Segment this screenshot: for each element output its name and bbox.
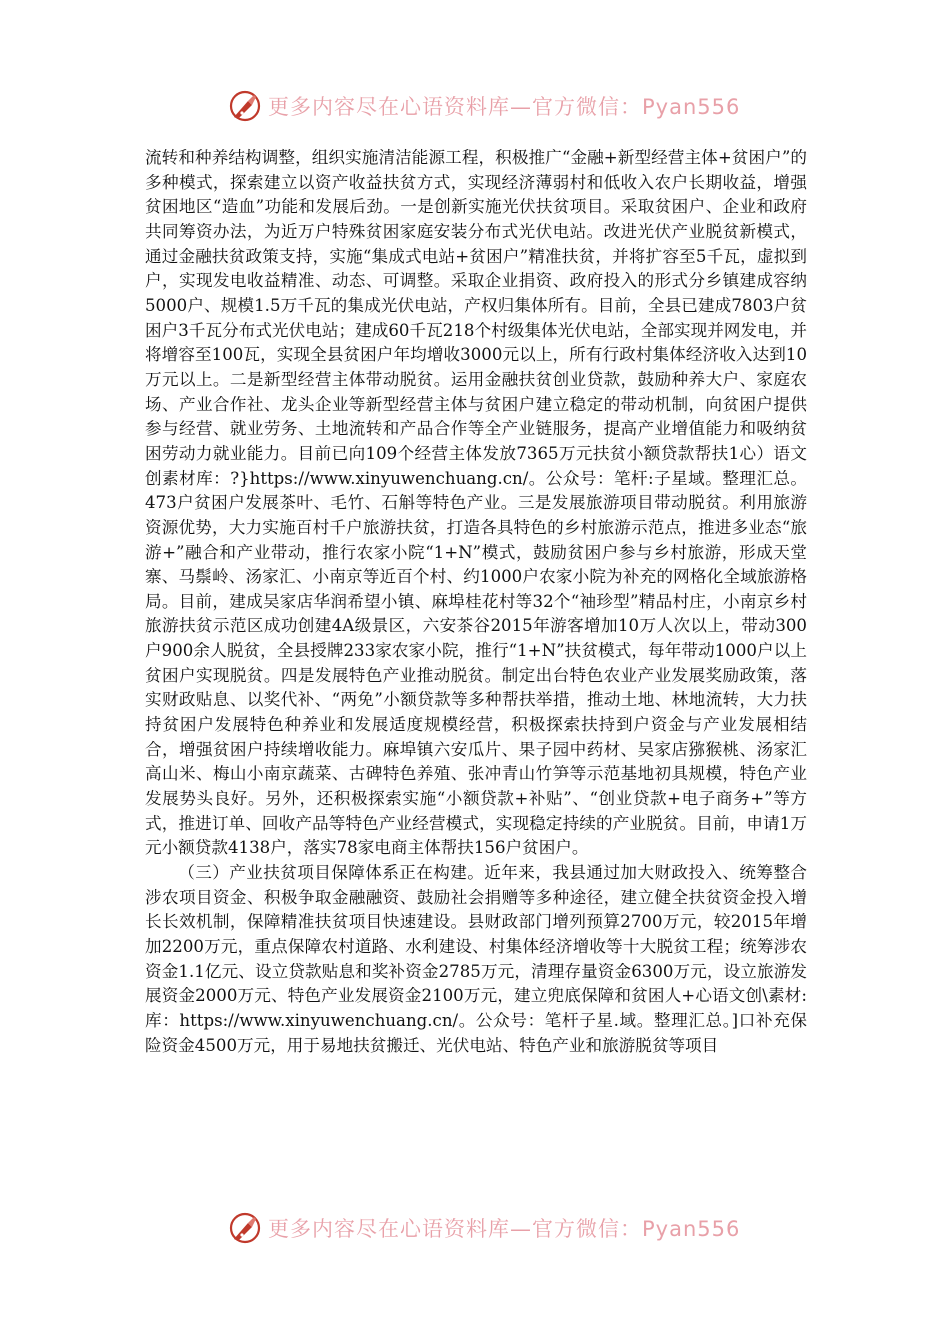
header-banner bbox=[228, 86, 740, 126]
footer-banner bbox=[228, 1208, 740, 1248]
footer-banner-text: 更多内容尽在心语资料库—官方微信：Pyan556 bbox=[268, 1217, 741, 1241]
body-paragraph-2: （三）产业扶贫项目保障体系正在构建。近年来，我县通过加大财政投入、统筹整合涉农项目资金、积极争取金融融资、鼓励社会捐赠等多种途径，建立健全扶贫资金投入增长长效机制，保障精准扶贫项目快速建设。县财政部门增列预算2700万元，较2015年增加2200万元，重点保障农村道路、水利建设、村集体经济增收等十大脱贫工程；统筹涉农资金1.1亿元、设立贷款贴息和奖补资金2785万元，清理存量资金6300万元，设立旅游发展资金2000万元、特色产业发展资金2100万元，建立兜底保障和贫困人+心语文创\素材:库：https://www.xinyuwenchuang.cn/。公众号：笔杆子星.域。整理汇总。]口补充保险资金4500万元，用于易地扶贫搬迁、光伏电站、特色产业和旅游脱贫等项目 bbox=[145, 863, 807, 1055]
document-body bbox=[145, 146, 807, 1058]
body-paragraph-1: 流转和种养结构调整，组织实施清洁能源工程，积极推广“金融+新型经营主体+贫困户”的多种模式，探索建立以资产收益扶贫方式，实现经济薄弱村和低收入农户长期收益，增强贫困地区“造血”功能和发展后劲。一是创新实施光伏扶贫项目。采取贫困户、企业和政府共同筹资办法，为近万户特殊贫困家庭安装分布式光伏电站。改进光伏产业脱贫新模式，通过金融扶贫政策支持，实施“集成式电站+贫困户”精准扶贫，并将扩容至5千瓦，虚拟到户，实现发电收益精准、动态、可调整。采取企业捐资、政府投入的形式分乡镇建成容纳5000户、规模1.5万千瓦的集成光伏电站，产权归集体所有。目前，全县已建成7803户贫困户3千瓦分布式光伏电站；建成60千瓦218个村级集体光伏电站，全部实现并网发电，并将增容至100瓦，实现全县贫困户年均增收3000元以上，所有行政村集体经济收入达到10万元以上。二是新型经营主体带动脱贫。运用金融扶贫创业贷款，鼓励种养大户、家庭农场、产业合作社、龙头企业等新型经营主体与贫困户建立稳定的带动机制，向贫困户提供参与经营、就业劳务、土地流转和产品合作等全产业链服务，提高产业增值能力和吸纳贫困劳动力就业能力。目前已向109个经营主体发放7365万元扶贫小额贷款帮扶1心）语文创素材库：?}https://www.xinyuwenchuang.cn/。公众号：笔杆:子星域。整理汇总。473户贫困户发展茶叶、毛竹、石斛等特色产业。三是发展旅游项目带动脱贫。利用旅游资源优势，大力实施百村千户旅游扶贫，打造各具特色的乡村旅游示范点，推进多业态“旅游+”融合和产业带动，推行农家小院“1+N”模式，鼓励贫困户参与乡村旅游，形成天堂寨、马鬃岭、汤家汇、小南京等近百个村、约1000户农家小院为补充的网格化全域旅游格局。目前，建成吴家店华润希望小镇、麻埠桂花村等32个“袖珍型”精品村庄，小南京乡村旅游扶贫示范区成功创建4A级景区，六安茶谷2015年游客增加10万人次以上，带动300户900余人脱贫，全县授牌233家农家小院，推行“1+N”扶贫模式，每年带动1000户以上贫困户实现脱贫。四是发展特色产业推动脱贫。制定出台特色农业产业发展奖励政策，落实财政贴息、以奖代补、“两免”小额贷款等多种帮扶举措，推动土地、林地流转，大力扶持贫困户发展特色种养业和发展适度规模经营，积极探索扶持到户资金与产业发展相结合，增强贫困户持续增收能力。麻埠镇六安瓜片、果子园中药材、吴家店猕猴桃、汤家汇高山米、梅山小南京蔬菜、古碑特色养殖、张冲青山竹笋等示范基地初具规模，特色产业发展势头良好。另外，还积极探索实施“小额贷款+补贴”、“创业贷款+电子商务+”等方式，推进订单、回收产品等特色产业经营模式，实现稳定持续的产业脱贫。目前，申请1万元小额贷款4138户，落实78家电商主体帮扶156户贫困户。 bbox=[145, 148, 807, 858]
pen-nib-logo-icon bbox=[228, 89, 262, 123]
header-banner-text: 更多内容尽在心语资料库—官方微信：Pyan556 bbox=[268, 95, 741, 119]
pen-nib-logo-icon bbox=[228, 1211, 262, 1245]
